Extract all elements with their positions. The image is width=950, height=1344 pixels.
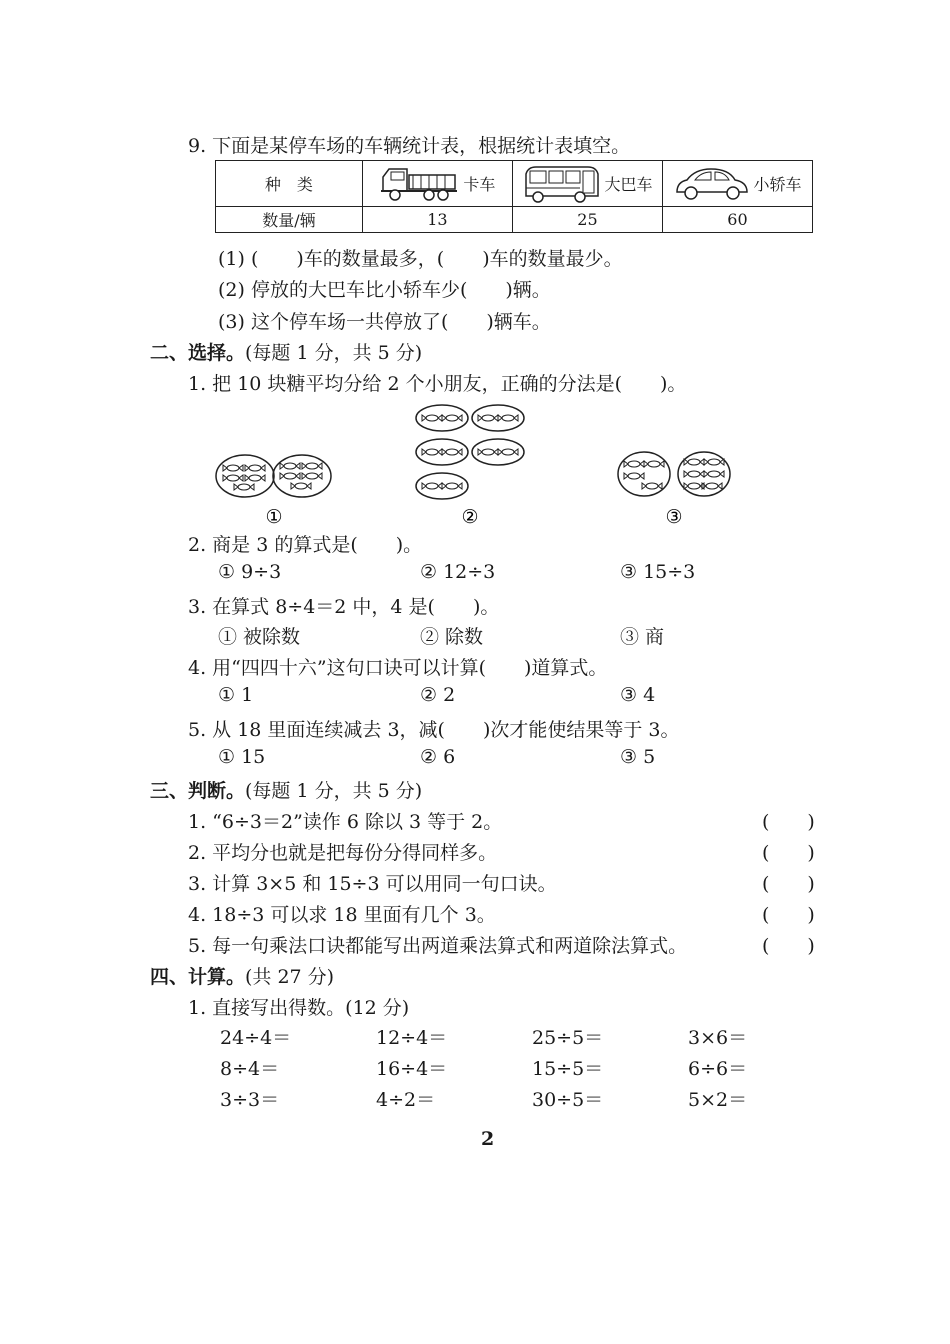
- option-3-plates: [618, 452, 730, 496]
- section3-title: 三、判断。: [150, 780, 246, 802]
- section2-points: (每题 1 分，共 5 分): [245, 342, 423, 364]
- section2-heading: [150, 338, 422, 365]
- s3-answer-5[interactable]: ( ): [762, 935, 815, 957]
- bus-icon: [522, 164, 600, 204]
- car-value-cell: 60: [662, 207, 812, 233]
- truck-icon: [379, 165, 459, 203]
- s3-item-4: 4. 18÷3 可以求 18 里面有几个 3。: [188, 904, 496, 926]
- section3-points: (每题 1 分，共 5 分): [245, 780, 423, 802]
- q9-sub1: (1) ( )车的数量最多，( )车的数量最少。: [218, 248, 623, 270]
- q9-sub3: (3) 这个停车场一共停放了( )辆车。: [218, 311, 551, 333]
- s2-q5-opt3: ③ 5: [620, 746, 656, 768]
- header-kind-cell: 种 类: [216, 161, 363, 207]
- candy-figure: [200, 400, 760, 530]
- s2-q3-text: 3. 在算式 8÷4＝2 中，4 是( )。: [188, 596, 500, 618]
- q9-sub2: (2) 停放的大巴车比小轿车少( )辆。: [218, 279, 551, 301]
- vehicle-stats-table: [215, 160, 813, 233]
- s3-item-3: 3. 计算 3×5 和 15÷3 可以用同一句口诀。: [188, 873, 557, 895]
- calc-r1-c1: 24÷4＝: [220, 1027, 292, 1049]
- car-icon: [673, 166, 749, 202]
- calc-r3-c1: 3÷3＝: [220, 1089, 280, 1111]
- car-label: 小轿车: [753, 175, 802, 194]
- s2-q5-text: 5. 从 18 里面连续减去 3，减( )次才能使结果等于 3。: [188, 719, 680, 741]
- s2-q4-text: 4. 用“四四十六”这句口诀可以计算( )道算式。: [188, 657, 608, 679]
- s2-q2-opt3: ③ 15÷3: [620, 561, 696, 583]
- s3-item-2: 2. 平均分也就是把每份分得同样多。: [188, 842, 498, 864]
- s2-q3-opt2: ② 除数: [420, 626, 484, 648]
- bus-header-cell: [512, 161, 662, 207]
- calc-r3-c4: 5×2＝: [688, 1089, 748, 1111]
- s2-q4-opt3: ③ 4: [620, 684, 656, 706]
- s3-answer-3[interactable]: ( ): [762, 873, 815, 895]
- calc-r2-c4: 6÷6＝: [688, 1058, 748, 1080]
- bus-value-cell: 25: [512, 207, 662, 233]
- s2-q2-opt2: ② 12÷3: [420, 561, 496, 583]
- bus-label: 大巴车: [604, 175, 653, 194]
- question-9-text: 9. 下面是某停车场的车辆统计表，根据统计表填空。: [188, 135, 631, 157]
- section3-heading: [150, 776, 422, 803]
- calc-r1-c3: 25÷5＝: [532, 1027, 604, 1049]
- calc-r1-c2: 12÷4＝: [376, 1027, 448, 1049]
- s3-answer-4[interactable]: ( ): [762, 904, 815, 926]
- s3-answer-2[interactable]: ( ): [762, 842, 815, 864]
- truck-value-cell: 13: [362, 207, 512, 233]
- s2-q4-opt1: ① 1: [218, 684, 254, 706]
- fig-label-3: ③: [665, 506, 683, 528]
- s2-q1-text: 1. 把 10 块糖平均分给 2 个小朋友，正确的分法是( )。: [188, 373, 687, 395]
- car-header-cell: [662, 161, 812, 207]
- option-1-plates: [216, 455, 331, 497]
- calc-r3-c2: 4÷2＝: [376, 1089, 436, 1111]
- s2-q3-opt3: ③ 商: [620, 626, 665, 648]
- s3-answer-1[interactable]: ( ): [762, 811, 815, 833]
- section4-points: (共 27 分): [245, 966, 335, 988]
- fig-label-2: ②: [461, 506, 479, 528]
- s2-q2-opt1: ① 9÷3: [218, 561, 282, 583]
- truck-label: 卡车: [463, 175, 496, 194]
- truck-header-cell: [362, 161, 512, 207]
- s2-q5-opt1: ① 15: [218, 746, 266, 768]
- s2-q3-opt1: ① 被除数: [218, 626, 301, 648]
- section4-title: 四、计算。: [150, 966, 246, 988]
- section2-title: 二、选择。: [150, 342, 246, 364]
- calc-r2-c1: 8÷4＝: [220, 1058, 280, 1080]
- calc-r1-c4: 3×6＝: [688, 1027, 748, 1049]
- header-qty-cell: 数量/辆: [216, 207, 363, 233]
- fig-label-1: ①: [265, 506, 283, 528]
- s2-q4-opt2: ② 2: [420, 684, 456, 706]
- s3-item-1: 1. “6÷3＝2”读作 6 除以 3 等于 2。: [188, 811, 503, 833]
- option-2-plates: [416, 405, 524, 499]
- s2-q2-text: 2. 商是 3 的算式是( )。: [188, 534, 423, 556]
- calc-r2-c2: 16÷4＝: [376, 1058, 448, 1080]
- page-number: 2: [481, 1128, 495, 1150]
- s3-item-5: 5. 每一句乘法口诀都能写出两道乘法算式和两道除法算式。: [188, 935, 688, 957]
- s2-q5-opt2: ② 6: [420, 746, 456, 768]
- calc-r3-c3: 30÷5＝: [532, 1089, 604, 1111]
- calc-r2-c3: 15÷5＝: [532, 1058, 604, 1080]
- s4-q1-text: 1. 直接写出得数。(12 分): [188, 997, 410, 1019]
- section4-heading: [150, 962, 334, 989]
